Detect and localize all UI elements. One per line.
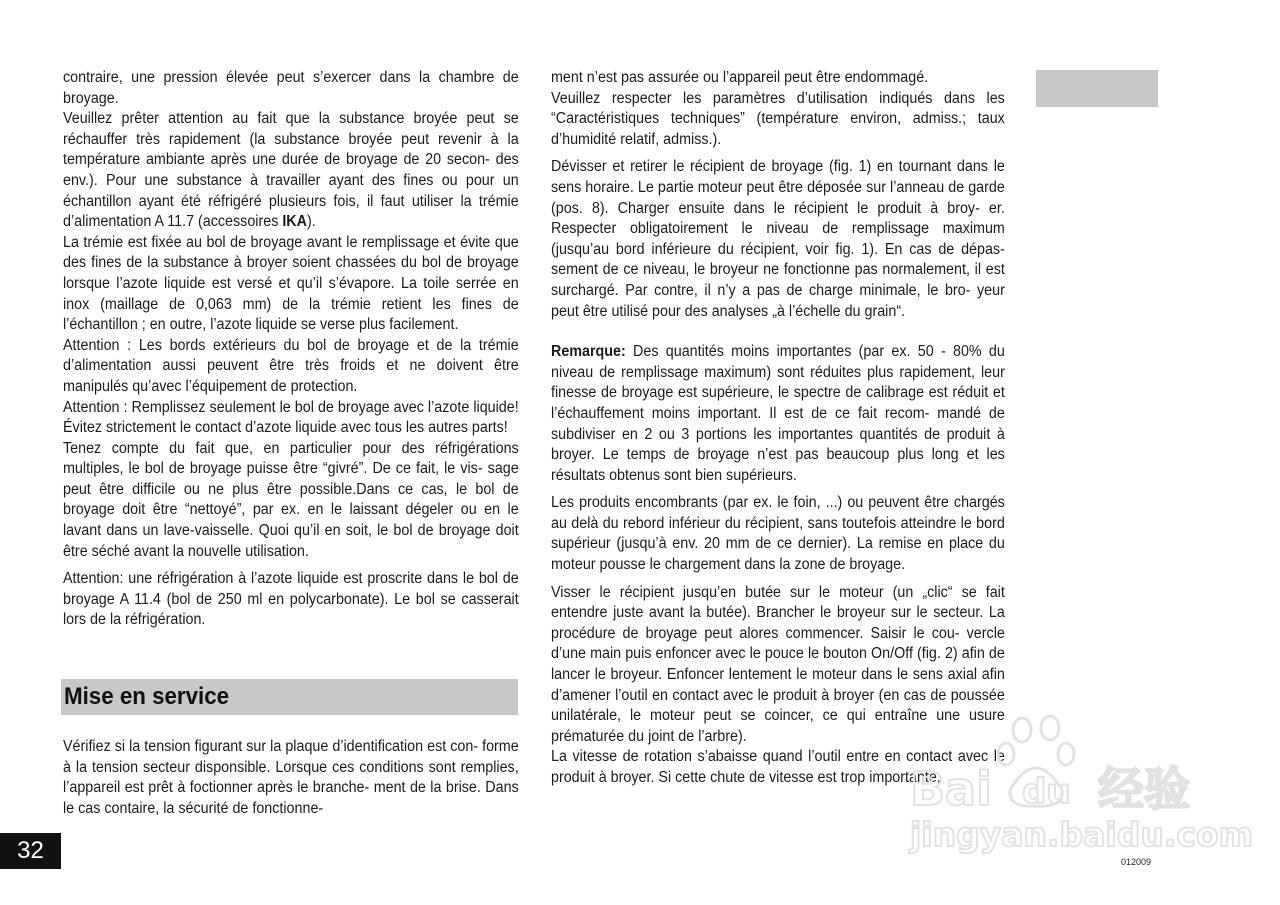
paragraph-attention-edges: Attention : Les bords extérieurs du bol de broyage et de la trémie d’alimentation aussi peuvent être très froids et ne doivent être manipulés qu’avec l’équipement de protection. bbox=[63, 336, 519, 395]
remark-text: Des quantités moins importantes (par ex. 50 - 80% du niveau de remplissage maximum) sont réduites plus rapidement, leur finesse de broyage est supérieure, le spectre de calibrage est réduit et l’échauffement moins important. Il est de ce fait recom- mandé de subdiviser en 2 ou 3 portions les importantes quantités de produit à broyer. Le temps de broyage n’est pas beaucoup plus long et les résultats obtenus sont bien supérieurs. bbox=[551, 343, 1005, 484]
chapter-tab bbox=[1036, 70, 1158, 107]
paragraph-filling: Dévisser et retirer le récipient de broyage (fig. 1) en tournant dans le sens horaire. Le partie moteur peut être déposée sur l’anneau de garde (pos. 8). Charger ensuite dans le récipient le produit à broy- er. Respecter obligatoirement le niveau de remplissage maximum (jusqu’au bord inférieure du récipient, voir fig. 1). En cas de dépas- sement de ce niveau, le broyeur ne fonctionne pas normalement, il est surchargé. Par contre, il n’y a pas de charge minimale, le bro- yeur peut être utilisé pour des analyses „à l’échelle du grain“. bbox=[551, 158, 1005, 320]
watermark-brand-right: 经验 bbox=[1098, 762, 1190, 816]
paragraph-attention-nitrogen: Attention : Remplissez seulement le bol de broyage avec l’azote liquide! Évitez strictement le contact d’azote liquide avec tous les autres parts! bbox=[63, 398, 519, 437]
ika-brand: IKA bbox=[282, 213, 307, 231]
document-code: 012009 bbox=[1121, 857, 1152, 867]
page-number: 32 bbox=[0, 833, 61, 869]
section-header-bar bbox=[61, 679, 518, 715]
remark-label: Remarque: bbox=[551, 343, 626, 361]
paragraph-heating-text: Veuillez prêter attention au fait que la substance broyée peut se réchauffer très rapidement (la substance broyée peut revenir à la température ambiante après une durée de broyage de 20 secon- des env.). Pour une substance à travailler ayant des fines ou pour un échantillon ayant été réfrigéré plusieurs fois, il faut utiliser la trémie d’alimentation A 11.7 (accessoires bbox=[63, 110, 519, 231]
paragraph-heating-warning bbox=[63, 109, 519, 233]
paragraph-frosting: Tenez compte du fait que, en particulier pour des réfrigérations multiples, le bol de broyage puisse être “givré”. De ce fait, le vis- sage peut être difficile ou ne plus être possible.Dans ce cas, le bol de broyage doit être “nettoyé”, par ex. en le laissant dégeler ou en le lavant dans un lave-vaisselle. Quoi qu’il en soit, le bol de broyage doit être séché avant la nouvelle utilisation. bbox=[63, 439, 519, 560]
paragraph-intro-continuation: contraire, une pression élevée peut s’exercer dans la chambre de broyage. bbox=[63, 69, 519, 107]
paragraph-safety-continuation: ment n’est pas assurée ou l’appareil peut être endommagé. bbox=[551, 69, 929, 86]
ika-suffix: ). bbox=[306, 213, 316, 231]
watermark-brand-mid: du bbox=[1022, 772, 1071, 812]
paragraph-attention-polycarbonate: Attention: une réfrigération à l’azote liquide est proscrite dans le bol de broyage A 11.4 (bol de 250 ml en polycarbonate). Le bol se casserait lors de la réfrigération. bbox=[63, 570, 519, 629]
section-title: Mise en service bbox=[64, 683, 230, 710]
paragraph-voltage-check: Vérifiez si la tension figurant sur la plaque d’identification est con- forme à la tension secteur disponsible. Lorsque ces conditions sont remplies, l’appareil est prêt à foctionner après le branche- ment de la brise. Dans le cas contaire, la sécurité de fonctionne- bbox=[63, 738, 519, 817]
baidu-watermark bbox=[910, 710, 1254, 860]
paragraph-start-procedure: Visser le récipient jusqu’en butée sur le moteur (un „clic“ se fait entendre juste avant la butée). Brancher le broyeur sur le secteur. La procédure de broyage peut alores commencer. Saisir le cou- vercle d’une main puis enfoncer avec le pouce le bouton On/Off (fig. 2) afin de lancer le broyeur. Enfoncer lentement le moteur dans le sens axial afin d’amener l’outil en contact avec le produit à broyer (en cas de poussée unilatérale, le moteur peut se coincer, ce qui entraîne une usure prématurée du joint de l’arbre). bbox=[551, 583, 1005, 745]
watermark-brand-left: Bai bbox=[910, 762, 992, 816]
paragraph-rotation-speed: La vitesse de rotation s’abaisse quand l’outil entre en contact avec le produit à broyer. Si cette chute de vitesse est trop importante, bbox=[551, 748, 1005, 786]
watermark-url: jingyan.baidu.com bbox=[910, 815, 1254, 854]
left-column bbox=[63, 68, 519, 631]
paragraph-operating-parameters: Veuillez respecter les paramètres d’utilisation indiqués dans les “Caractéristiques techniques” (température environ, admiss.; taux d’humidité relatif, admiss.). bbox=[551, 89, 1005, 148]
paragraph-bulky-products: Les produits encombrants (par ex. le foin, ...) ou peuvent être chargés au delà du rebord inférieur du récipient, sans toutefois atteindre le bord supérieur (jusqu’à env. 20 mm de ce dernier). La remise en place du moteur pousse le chargement dans la zone de broyage. bbox=[551, 494, 1005, 574]
paragraph-hopper: La trémie est fixée au bol de broyage avant le remplissage et évite que des fines de la substance à broyer soient chassées du bol de broyage lorsque l’azote liquide est versé et qu’il s’évapore. La toile serrée en inox (maillage de 0,063 mm) de la trémie retient les fines de l’échantillon ; en outre, l’azote liquide se verse plus facilement. bbox=[63, 233, 519, 334]
right-column bbox=[551, 68, 1005, 789]
paragraph-remark bbox=[551, 342, 1005, 486]
